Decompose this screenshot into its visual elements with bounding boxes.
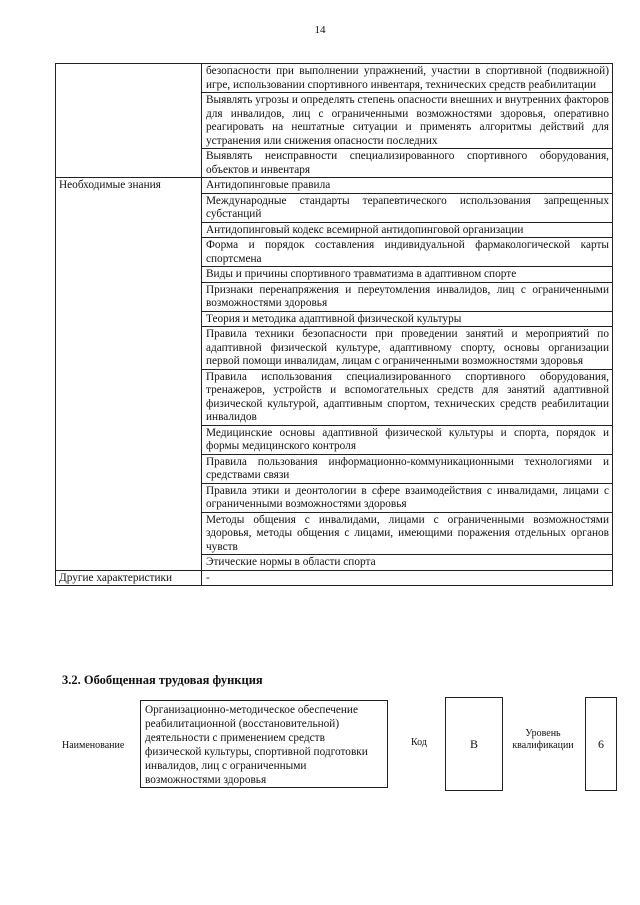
qualification-level-box: 6 (585, 697, 617, 791)
knowledge-table (55, 63, 613, 586)
page-number: 14 (314, 24, 326, 36)
table-row (56, 64, 613, 93)
name-label: Наименование (62, 740, 125, 751)
row-text: Правила техники безопасности при проведении занятий и мероприятий по адаптивной физической культуре, адаптивному спорту, основы организации первой помощи инвалидам, лицам с ограниченными возможностями здоровья (202, 327, 613, 370)
row-label: Другие характеристики (56, 570, 202, 586)
row-text: Международные стандарты терапевтического использования запрещенных субстанций (202, 193, 613, 222)
section-title: 3.2. Обобщенная трудовая функция (62, 673, 263, 687)
row-text: - (202, 570, 613, 586)
row-text: Форма и порядок составления индивидуальной фармакологической карты спортсмена (202, 238, 613, 267)
row-text: Медицинские основы адаптивной физической культуры и спорта, порядок и формы медицинского контроля (202, 425, 613, 454)
row-text: Виды и причины спортивного травматизма в адаптивном спорте (202, 267, 613, 283)
qualification-level-label: Уровень квалификации (512, 728, 574, 751)
code-value-box: B (445, 697, 503, 791)
table-row (56, 570, 613, 586)
row-text: Правила пользования информационно-коммуникационными технологиями и средствами связи (202, 454, 613, 483)
row-text: Антидопинговые правила (202, 178, 613, 194)
row-label (56, 64, 202, 178)
function-name-box: Организационно-методическое обеспечение реабилитационной (восстановительной) деятельности с применением средств физической культуры, спортивной подготовки инвалидов, лиц с ограниченными возможностями здоровья (140, 700, 388, 788)
row-text: Методы общения с инвалидами, лицами с ограниченными возможностями здоровья, методы общения с лицами, имеющими поражения отдельных органов чувств (202, 512, 613, 555)
row-text: Этические нормы в области спорта (202, 555, 613, 571)
row-label: Необходимые знания (56, 178, 202, 571)
row-text: Выявлять угрозы и определять степень опасности внешних и внутренних факторов для инвалидов, лиц с ограниченными возможностями здоровья, оперативно реагировать на нештатные ситуации и применять алгоритмы действий для устранения или снижения опасности последних (202, 93, 613, 149)
table-row (56, 178, 613, 194)
code-label: Код (411, 737, 427, 748)
row-text: Признаки перенапряжения и переутомления инвалидов, лиц с ограниченными возможностями здоровья (202, 282, 613, 311)
row-text: безопасности при выполнении упражнений, участии в спортивной (подвижной) игре, использовании спортивного инвентаря, технических средств реабилитации (202, 64, 613, 93)
row-text: Теория и методика адаптивной физической культуры (202, 311, 613, 327)
row-text: Правила использования специализированного спортивного оборудования, тренажеров, устройств и вспомогательных средств для занятий адаптивной физической культурой, адаптивным спортом, технических средств реабилитации инвалидов (202, 369, 613, 425)
row-text: Антидопинговый кодекс всемирной антидопинговой организации (202, 222, 613, 238)
row-text: Правила этики и деонтологии в сфере взаимодействия с инвалидами, лицами с ограниченными возможностями здоровья (202, 483, 613, 512)
row-text: Выявлять неисправности специализированного спортивного оборудования, объектов и инвентаря (202, 149, 613, 178)
